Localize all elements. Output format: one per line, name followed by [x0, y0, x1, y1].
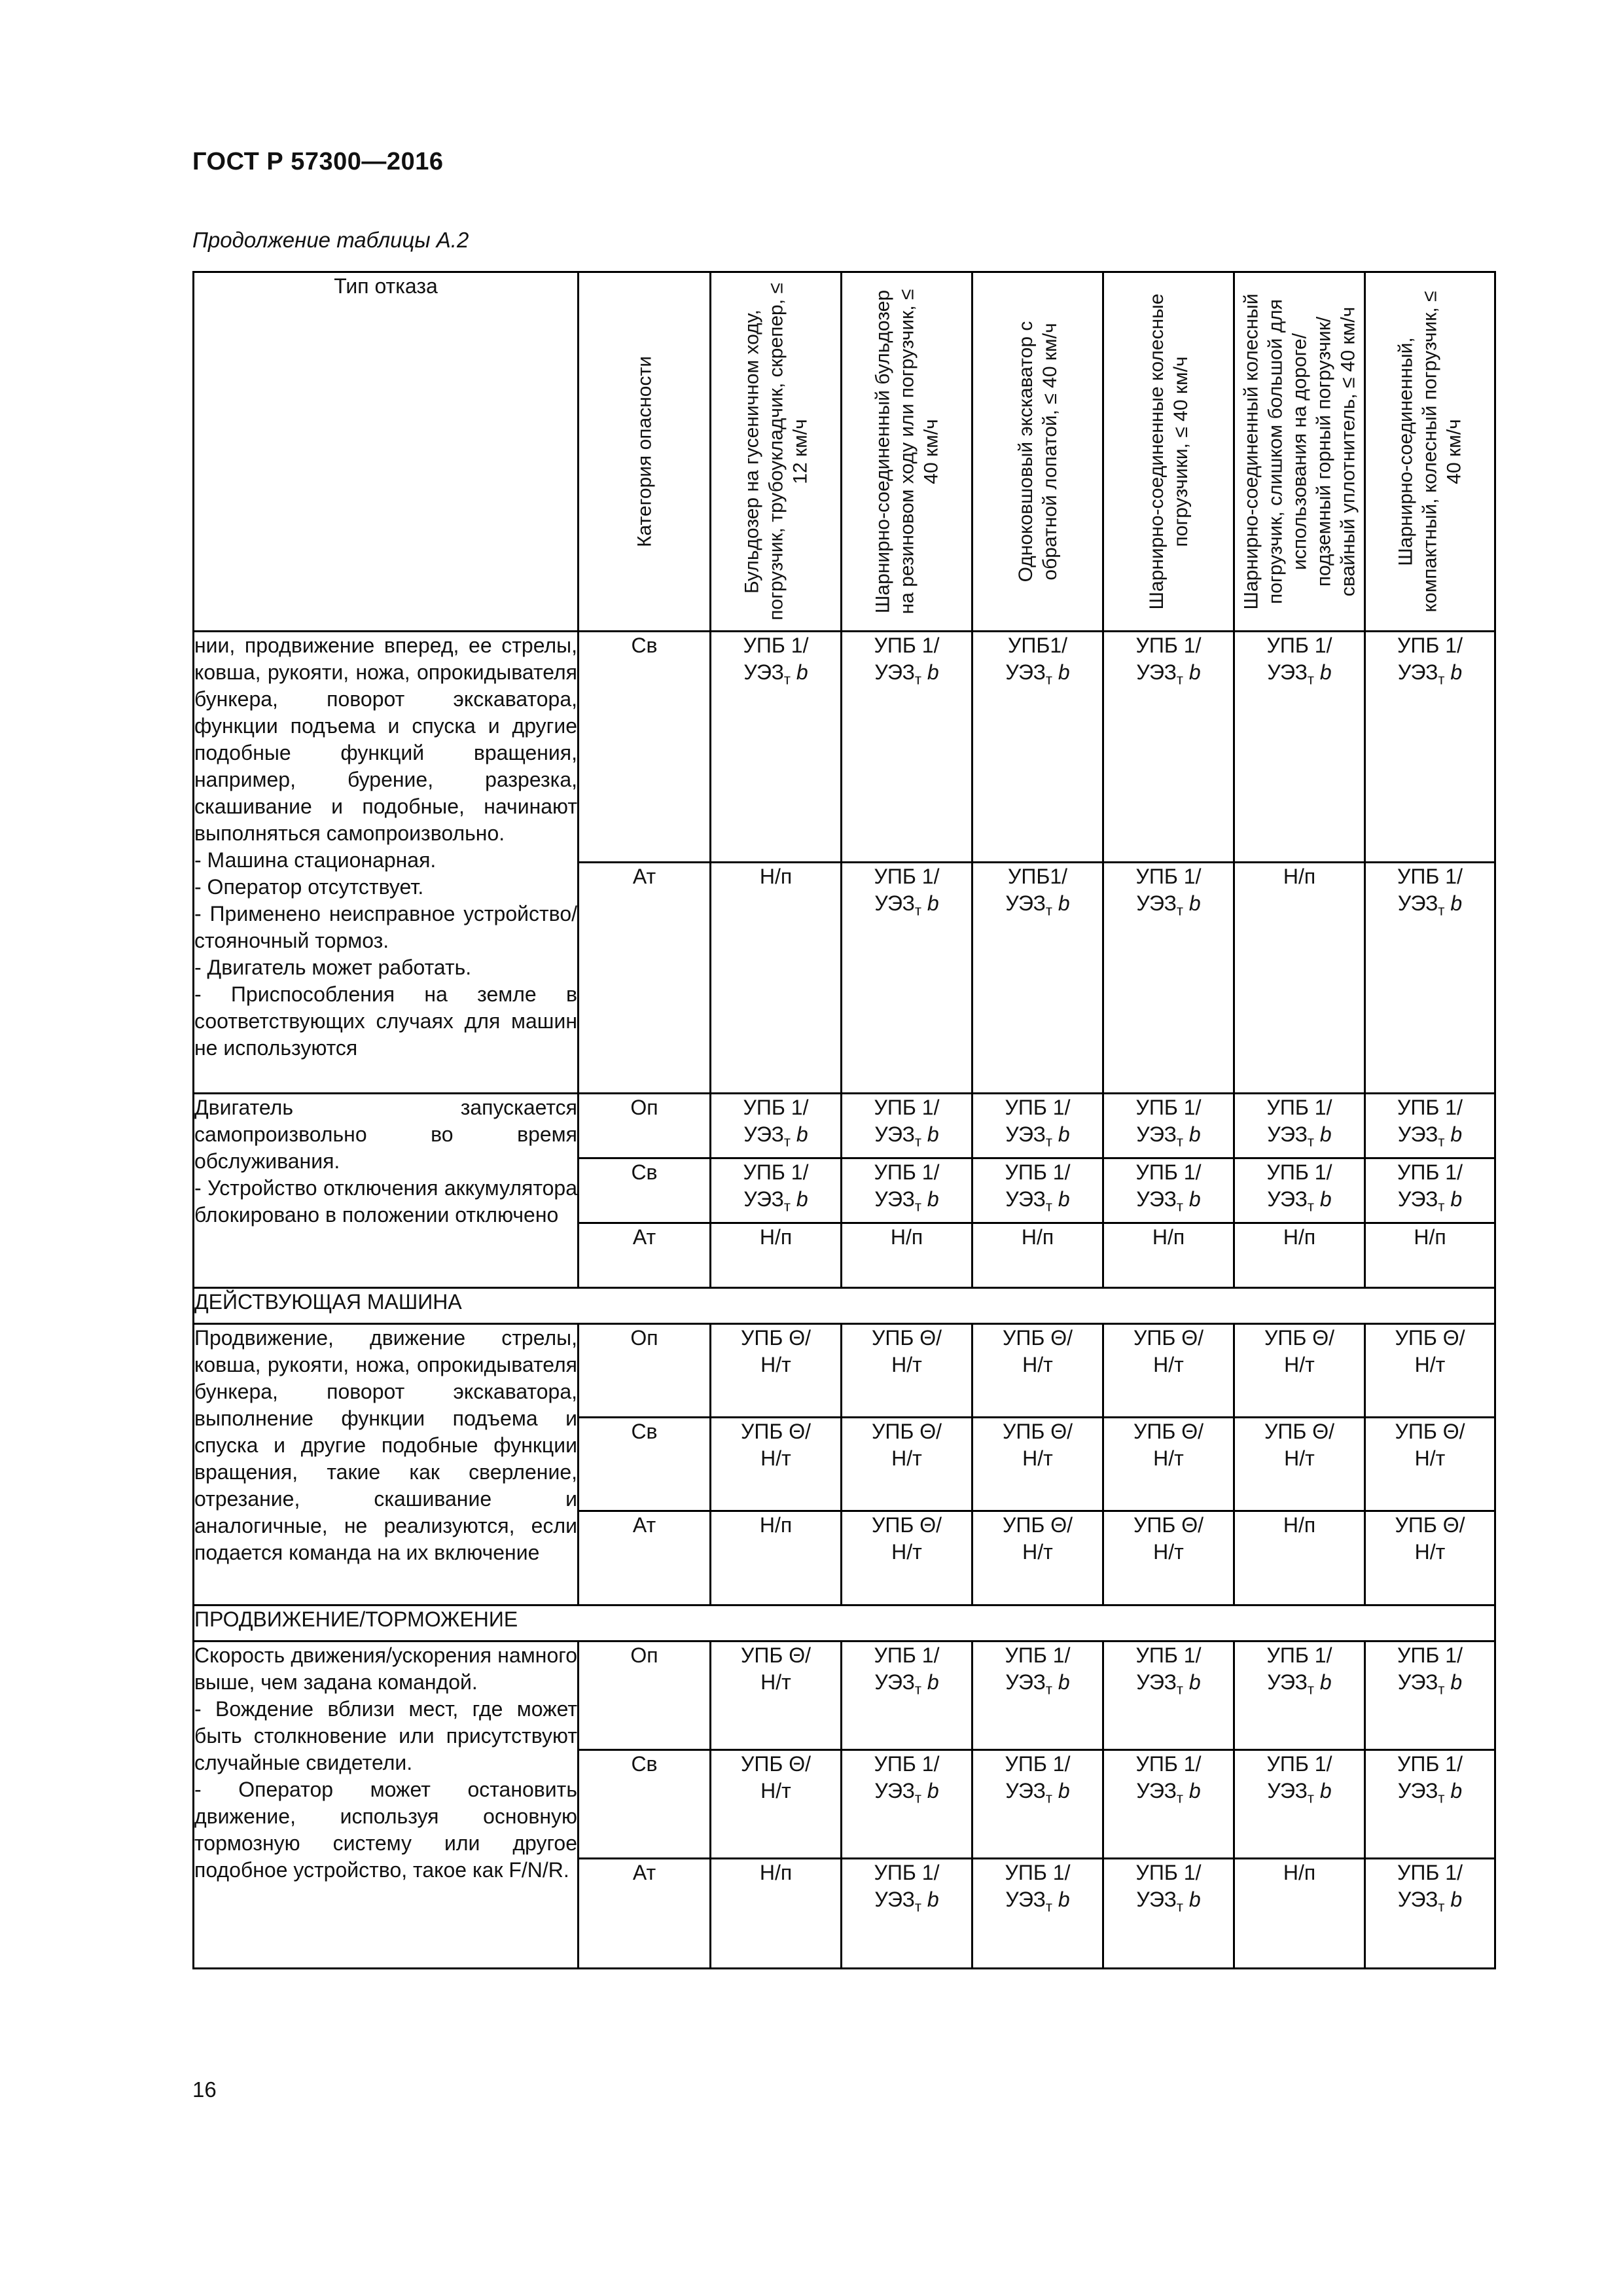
requirement-cell: УПБ Θ/ Н/т: [1103, 1418, 1234, 1511]
table-caption: Продолжение таблицы А.2: [192, 228, 469, 252]
requirement-cell: УПБ 1/ $УЭЗ_т$ b: [1365, 1641, 1495, 1750]
page-number: 16: [192, 2077, 217, 2102]
requirement-cell: УПБ Θ/ Н/т: [972, 1324, 1103, 1418]
requirement-cell: УПБ 1/ $УЭЗ_т$ b: [842, 1750, 972, 1859]
requirement-cell: УПБ 1/ $УЭЗ_т$ b: [972, 1641, 1103, 1750]
requirement-cell: УПБ Θ/ Н/т: [1365, 1324, 1495, 1418]
requirement-cell: УПБ 1/ $УЭЗ_т$ b: [972, 1094, 1103, 1158]
hazard-category-header: Категория опасности: [579, 272, 711, 632]
section-heading: ПРОДВИЖЕНИЕ/ТОРМОЖЕНИЕ: [194, 1605, 1495, 1641]
requirement-cell: УПБ 1/ $УЭЗ_т$ b: [1234, 1641, 1365, 1750]
requirement-cell: УПБ Θ/ Н/т: [972, 1511, 1103, 1605]
hazard-table: [192, 271, 1496, 1969]
requirement-cell: УПБ 1/ $УЭЗ_т$ b: [842, 1094, 972, 1158]
machine-header-1: Бульдозер на гусеничном ходу, погрузчик, трубоукладчик, скрепер, ≤ 12 км/ч: [711, 272, 842, 632]
requirement-cell: УПБ 1/ $УЭЗ_т$ b: [1365, 632, 1495, 863]
failure-description: нии, продвижение вперед, ее стрелы, ковша, рукояти, ножа, опрокидывателя бункера, поворот экскаватора, функции подъема и спуска и другие подобные функций вращения, например, бурение, разрезка, скашивание и подобные, начинают выполняться самопроизвольно. - Машина стационарная. - Оператор отсутствует. - Применено неисправное устройство/стояночный тормоз. - Двигатель может работать. - Приспособления на земле в соответствующих случаях для машин не используются: [194, 632, 579, 1094]
requirement-cell: УПБ 1/ $УЭЗ_т$ b: [972, 1158, 1103, 1223]
requirement-cell: УПБ1/ $УЭЗ_т$ b: [972, 632, 1103, 863]
requirement-cell: УПБ 1/ $УЭЗ_т$ b: [1234, 1750, 1365, 1859]
requirement-cell: Н/п: [1234, 863, 1365, 1094]
failure-description: Скорость движения/ускорения намного выше, чем задана командой. - Вождение вблизи мест, где может быть столкновение или присутствуют случайные свидетели. - Оператор может остановить движение, используя основную тормозную систему или другое подобное устройство, такое как F/N/R.: [194, 1641, 579, 1969]
requirement-cell: УПБ 1/ $УЭЗ_т$ b: [1103, 1641, 1234, 1750]
requirement-cell: УПБ 1/ $УЭЗ_т$ b: [842, 863, 972, 1094]
header-row: [194, 272, 1495, 632]
requirement-cell: УПБ Θ/ Н/т: [1234, 1418, 1365, 1511]
requirement-cell: Н/п: [1234, 1511, 1365, 1605]
failure-description: Двигатель запускается самопроизвольно во время обслуживания. - Устройство отключения аккумулятора блокировано в положении отключено: [194, 1094, 579, 1288]
requirement-cell: УПБ Θ/ Н/т: [842, 1511, 972, 1605]
requirement-cell: УПБ 1/ $УЭЗ_т$ b: [1103, 632, 1234, 863]
requirement-cell: УПБ 1/ $УЭЗ_т$ b: [842, 1158, 972, 1223]
requirement-cell: УПБ Θ/ Н/т: [1103, 1324, 1234, 1418]
requirement-cell: УПБ Θ/ Н/т: [842, 1324, 972, 1418]
requirement-cell: УПБ Θ/ Н/т: [1365, 1418, 1495, 1511]
requirement-cell: УПБ 1/ $УЭЗ_т$ b: [1103, 1094, 1234, 1158]
hazard-category-cell: Оп: [579, 1324, 711, 1418]
requirement-cell: Н/п: [842, 1223, 972, 1288]
hazard-category-cell: Св: [579, 1158, 711, 1223]
hazard-category-cell: Ат: [579, 1223, 711, 1288]
requirement-cell: УПБ 1/ $УЭЗ_т$ b: [842, 1859, 972, 1969]
requirement-cell: УПБ Θ/ Н/т: [711, 1750, 842, 1859]
failure-description: Продвижение, движение стрелы, ковша, рукояти, ножа, опрокидывателя бункера, поворот экскаватора, выполнение функции подъема и спуска и другие подобные функции вращения, такие как сверление, отрезание, скашивание и аналогичные, не реализуются, если подается команда на их включение: [194, 1324, 579, 1605]
requirement-cell: УПБ 1/ $УЭЗ_т$ b: [1365, 1158, 1495, 1223]
requirement-cell: УПБ 1/ $УЭЗ_т$ b: [842, 632, 972, 863]
section-row: [194, 1288, 1495, 1324]
hazard-category-cell: Оп: [579, 1641, 711, 1750]
hazard-category-cell: Св: [579, 1418, 711, 1511]
requirement-cell: УПБ 1/ $УЭЗ_т$ b: [711, 1158, 842, 1223]
machine-header-3: Одноковшовый экскаватор с обратной лопатой, ≤ 40 км/ч: [972, 272, 1103, 632]
requirement-cell: Н/п: [711, 863, 842, 1094]
requirement-cell: УПБ Θ/ Н/т: [1234, 1324, 1365, 1418]
requirement-cell: Н/п: [1103, 1223, 1234, 1288]
machine-header-2: Шарнирно-соединенный бульдозер на резиновом ходу или погрузчик, ≤ 40 км/ч: [842, 272, 972, 632]
requirement-cell: УПБ 1/ $УЭЗ_т$ b: [972, 1859, 1103, 1969]
requirement-cell: УПБ 1/ $УЭЗ_т$ b: [1103, 1859, 1234, 1969]
requirement-cell: УПБ 1/ $УЭЗ_т$ b: [972, 1750, 1103, 1859]
requirement-cell: УПБ 1/ $УЭЗ_т$ b: [1103, 863, 1234, 1094]
document-code: ГОСТ Р 57300—2016: [192, 148, 444, 175]
requirement-cell: УПБ Θ/ Н/т: [711, 1418, 842, 1511]
requirement-cell: УПБ 1/ $УЭЗ_т$ b: [1234, 1094, 1365, 1158]
requirement-cell: УПБ Θ/ Н/т: [972, 1418, 1103, 1511]
requirement-cell: УПБ 1/ $УЭЗ_т$ b: [1365, 1750, 1495, 1859]
hazard-category-cell: Ат: [579, 1859, 711, 1969]
requirement-cell: УПБ 1/ $УЭЗ_т$ b: [1103, 1750, 1234, 1859]
requirement-cell: УПБ Θ/ Н/т: [1103, 1511, 1234, 1605]
requirement-cell: УПБ1/ $УЭЗ_т$ b: [972, 863, 1103, 1094]
requirement-cell: Н/п: [711, 1859, 842, 1969]
requirement-cell: Н/п: [1234, 1223, 1365, 1288]
machine-header-5: Шарнирно-соединенный колесный погрузчик, слишком большой для использования на дороге/ подземный горный погрузчик/свайный уплотнитель, ≤ 40 км/ч: [1234, 272, 1365, 632]
machine-header-4: Шарнирно-соединенные колесные погрузчики, ≤ 40 км/ч: [1103, 272, 1234, 632]
section-heading: ДЕЙСТВУЮЩАЯ МАШИНА: [194, 1288, 1495, 1324]
requirement-cell: Н/п: [1365, 1223, 1495, 1288]
requirement-cell: УПБ Θ/ Н/т: [711, 1324, 842, 1418]
requirement-cell: УПБ 1/ $УЭЗ_т$ b: [1365, 863, 1495, 1094]
hazard-category-cell: Ат: [579, 863, 711, 1094]
table-row: [194, 1324, 1495, 1418]
machine-header-6: Шарнирно-соединенный, компактный, колесный погрузчик, ≤ 40 км/ч: [1365, 272, 1495, 632]
requirement-cell: УПБ 1/ $УЭЗ_т$ b: [1234, 1158, 1365, 1223]
requirement-cell: УПБ Θ/ Н/т: [1365, 1511, 1495, 1605]
requirement-cell: Н/п: [972, 1223, 1103, 1288]
table-row: [194, 1641, 1495, 1750]
failure-type-header: Тип отказа: [194, 272, 579, 632]
requirement-cell: Н/п: [711, 1223, 842, 1288]
requirement-cell: УПБ 1/ $УЭЗ_т$ b: [711, 632, 842, 863]
requirement-cell: УПБ 1/ $УЭЗ_т$ b: [1234, 632, 1365, 863]
hazard-category-cell: Оп: [579, 1094, 711, 1158]
requirement-cell: УПБ 1/ $УЭЗ_т$ b: [1365, 1094, 1495, 1158]
table-body: [194, 632, 1495, 1969]
requirement-cell: УПБ 1/ $УЭЗ_т$ b: [1365, 1859, 1495, 1969]
requirement-cell: Н/п: [1234, 1859, 1365, 1969]
requirement-cell: УПБ 1/ $УЭЗ_т$ b: [842, 1641, 972, 1750]
requirement-cell: УПБ Θ/ Н/т: [842, 1418, 972, 1511]
requirement-cell: Н/п: [711, 1511, 842, 1605]
section-row: [194, 1605, 1495, 1641]
table-row: [194, 632, 1495, 863]
requirement-cell: УПБ Θ/ Н/т: [711, 1641, 842, 1750]
hazard-category-cell: Св: [579, 632, 711, 863]
requirement-cell: УПБ 1/ $УЭЗ_т$ b: [711, 1094, 842, 1158]
hazard-category-cell: Св: [579, 1750, 711, 1859]
table-row: [194, 1094, 1495, 1158]
requirement-cell: УПБ 1/ $УЭЗ_т$ b: [1103, 1158, 1234, 1223]
hazard-category-cell: Ат: [579, 1511, 711, 1605]
